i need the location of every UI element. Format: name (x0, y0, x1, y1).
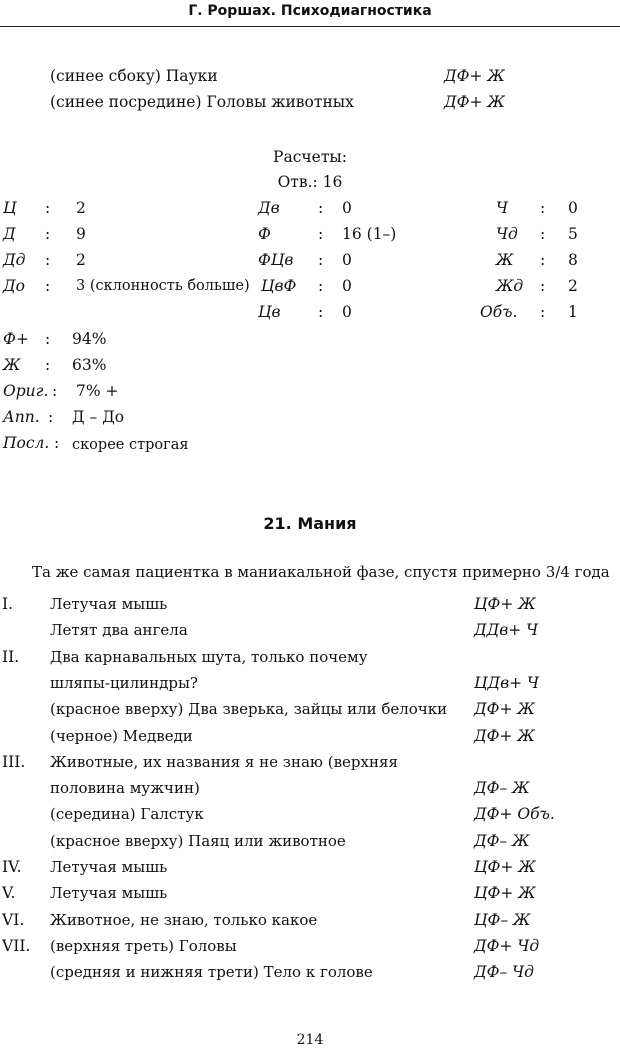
calc-value: 0 (568, 199, 578, 217)
response-text: (середина) Галстук (50, 805, 204, 823)
summary-colon: : (54, 434, 60, 452)
response-card-number: III. (2, 753, 26, 771)
calc-colon: : (45, 277, 51, 295)
summary-value: Д – До (72, 408, 125, 426)
calc-key: Цв (258, 303, 281, 321)
calc-key: Ф (258, 225, 271, 243)
calc-key: Дв (258, 199, 280, 217)
summary-value: 7% + (76, 382, 119, 400)
response-text: Летят два ангела (50, 621, 188, 639)
calc-colon: : (540, 225, 546, 243)
response-code: ЦДв+ Ч (474, 674, 540, 692)
response-code: ЦФ+ Ж (474, 595, 536, 613)
response-card-number: VI. (2, 911, 25, 929)
calc-colon: : (45, 225, 51, 243)
top-row-code: ДФ+ Ж (444, 93, 505, 111)
calc-value: 0 (342, 303, 352, 321)
summary-value: 63% (72, 356, 107, 374)
response-text: (черное) Медведи (50, 727, 193, 745)
summary-key: Ф+ (3, 330, 29, 348)
calc-total: Отв.: 16 (277, 173, 343, 191)
calc-colon: : (318, 277, 324, 295)
summary-value: 94% (72, 330, 107, 348)
calc-value: 2 (76, 251, 86, 269)
running-header: Г. Роршах. Психодиагностика (188, 3, 432, 19)
calc-title: Расчеты: (273, 148, 347, 166)
page-number: 214 (296, 1032, 324, 1048)
calc-colon: : (540, 199, 546, 217)
response-code: ЦФ– Ж (474, 911, 531, 929)
response-card-number: VII. (2, 937, 31, 955)
response-card-number: IV. (2, 858, 22, 876)
calc-key: Ц (3, 199, 17, 217)
header-rule (0, 26, 620, 27)
response-text: шляпы-цилиндры? (50, 674, 198, 692)
summary-value: скорее строгая (72, 437, 189, 453)
calc-colon: : (45, 199, 51, 217)
response-code: ДФ+ Объ. (474, 805, 555, 823)
summary-key: Ориг. (3, 382, 49, 400)
calc-value: 5 (568, 225, 578, 243)
calc-value: 0 (342, 251, 352, 269)
calc-key: Дд (3, 251, 26, 269)
response-card-number: II. (2, 648, 20, 666)
calc-colon: : (318, 199, 324, 217)
calc-key: ФЦв (258, 251, 294, 269)
calc-key: Чд (496, 225, 518, 243)
response-text: (красное вверху) Паяц или животное (50, 832, 346, 850)
response-code: ЦФ+ Ж (474, 884, 536, 902)
response-text: Два карнавальных шута, только почему (50, 648, 368, 666)
calc-value: 9 (76, 225, 86, 243)
calc-key: Д (3, 225, 16, 243)
summary-colon: : (45, 356, 51, 374)
response-code: ДФ– Чд (474, 963, 534, 981)
calc-value: 0 (342, 199, 352, 217)
calc-key: ЦвФ (261, 277, 297, 295)
summary-colon: : (52, 382, 58, 400)
calc-value: 8 (568, 251, 578, 269)
calc-key: Ч (496, 199, 508, 217)
response-text: половина мужчин) (50, 779, 200, 797)
top-row-text: (синее сбоку) Пауки (50, 67, 218, 85)
response-text: Летучая мышь (50, 595, 168, 613)
response-text: (красное вверху) Два зверька, зайцы или белочки (50, 700, 448, 718)
summary-colon: : (48, 408, 54, 426)
response-text: (верхняя треть) Головы (50, 937, 237, 955)
calc-key: Ж (496, 251, 514, 269)
calc-colon: : (540, 251, 546, 269)
calc-value: 1 (568, 303, 578, 321)
response-card-number: V. (2, 884, 16, 902)
response-card-number: I. (2, 595, 14, 613)
summary-key: Ж (3, 356, 21, 374)
response-code: ДФ+ Ж (474, 727, 535, 745)
top-row-code: ДФ+ Ж (444, 67, 505, 85)
calc-colon: : (318, 225, 324, 243)
calc-key: Объ. (480, 303, 518, 321)
calc-value: 16 (1–) (342, 225, 397, 243)
calc-value: 2 (568, 277, 578, 295)
response-text: Животные, их названия я не знаю (верхняя (50, 753, 398, 771)
calc-colon: : (318, 251, 324, 269)
response-code: ДФ– Ж (474, 832, 530, 850)
calc-colon: : (540, 303, 546, 321)
calc-value: 0 (342, 277, 352, 295)
response-code: ДДв+ Ч (474, 621, 539, 639)
calc-key: До (3, 277, 25, 295)
top-row-text: (синее посредине) Головы животных (50, 93, 354, 111)
calc-colon: : (45, 251, 51, 269)
response-text: Летучая мышь (50, 884, 168, 902)
response-text: (средняя и нижняя трети) Тело к голове (50, 963, 373, 981)
summary-key: Посл. (3, 434, 50, 452)
response-code: ДФ+ Ж (474, 700, 535, 718)
response-code: ДФ– Ж (474, 779, 530, 797)
response-text: Летучая мышь (50, 858, 168, 876)
calc-colon: : (318, 303, 324, 321)
summary-colon: : (45, 330, 51, 348)
section-title: 21. Мания (263, 514, 357, 533)
calc-colon: : (540, 277, 546, 295)
calc-key: Жд (496, 277, 524, 295)
summary-key: Апп. (3, 408, 40, 426)
response-text: Животное, не знаю, только какое (50, 911, 318, 929)
response-code: ЦФ+ Ж (474, 858, 536, 876)
calc-value: 2 (76, 199, 86, 217)
section-intro: Та же самая пациентка в маниакальной фазе, спустя примерно 3/4 года (32, 563, 610, 581)
calc-value: 3 (склонность больше) (76, 278, 250, 294)
response-code: ДФ+ Чд (474, 937, 540, 955)
